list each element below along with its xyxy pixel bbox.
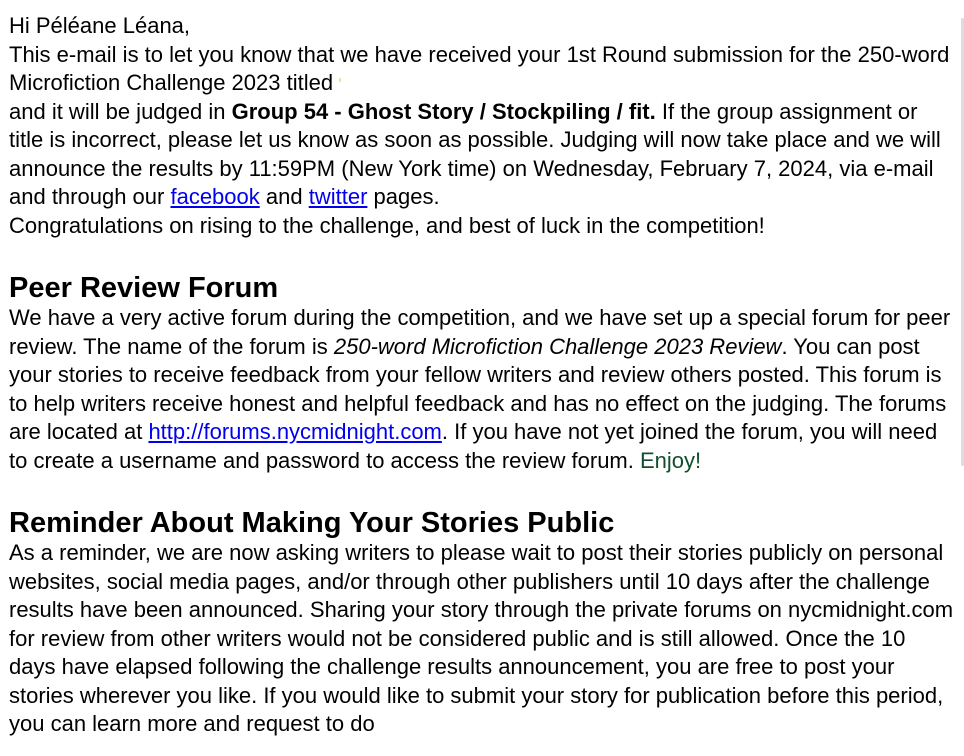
email-body: [9, 12, 957, 739]
intro-paragraph: [9, 41, 957, 241]
spacer: [9, 475, 957, 503]
peer-review-heading: Peer Review Forum: [9, 272, 279, 304]
intro-after-group: If the group assignment or title is incorrect, please let us know as soon as possible. Judging will now take place and we will announce the results by 11:59PM (New York time) on Wednesday, February 7, 2024, via e-mail and through our: [9, 98, 941, 209]
facebook-link[interactable]: facebook: [170, 184, 260, 209]
peer-review-paragraph: [9, 304, 957, 475]
intro-line-2: and it will be judged in: [9, 98, 226, 124]
reminder-paragraph: As a reminder, we are now asking writers to please wait to post their stories publicly on personal websites, social media pages, and/or through other publishers until 10 days after the challenge results have been announced. Sharing your story through the private forums on nycmidnight.com for review from other writers would not be considered public and is still allowed. Once the 10 days have elapsed following the challenge results announcement, you are free to post your stories wherever you like. If you would like to submit your story for publication before this period, you can learn more and request to do: [9, 540, 954, 736]
peer-review-text-1: We have a very active forum during the competition, and we have set up a special forum for peer review. The name of the forum is: [9, 305, 951, 359]
greeting: Hi Péléane Léana,: [9, 13, 191, 38]
congratulations: Congratulations on rising to the challenge, and best of luck in the competition!: [9, 212, 765, 238]
vertical-scrollbar[interactable]: [960, 0, 964, 756]
spacer: [9, 240, 957, 268]
intro-and: and: [265, 184, 303, 209]
forum-link[interactable]: http://forums.nycmidnight.com: [148, 419, 442, 444]
peer-review-text-2: . You can post your stories to receive feedback from your fellow writers and review others posted. This forum is to help writers receive honest and helpful feedback and has no effect on the judging. The forums are located at: [9, 333, 947, 444]
story-title-placeholder: [339, 78, 341, 82]
group-assignment: Group 54 - Ghost Story / Stockpiling / fit.: [231, 98, 656, 124]
intro-line-1: This e-mail is to let you know that we have received your 1st Round submission for the 250-word Microfiction Challenge 2023 titled: [9, 41, 950, 95]
peer-review-text-3: . If you have not yet joined the forum, you will need to create a username and password to access the review forum.: [9, 419, 938, 473]
reminder-heading: Reminder About Making Your Stories Public: [9, 507, 615, 539]
enjoy-text: Enjoy!: [640, 447, 702, 473]
intro-pages: pages.: [373, 184, 440, 209]
forum-name: 250-word Microfiction Challenge 2023 Review: [333, 333, 782, 359]
twitter-link[interactable]: twitter: [308, 184, 368, 209]
